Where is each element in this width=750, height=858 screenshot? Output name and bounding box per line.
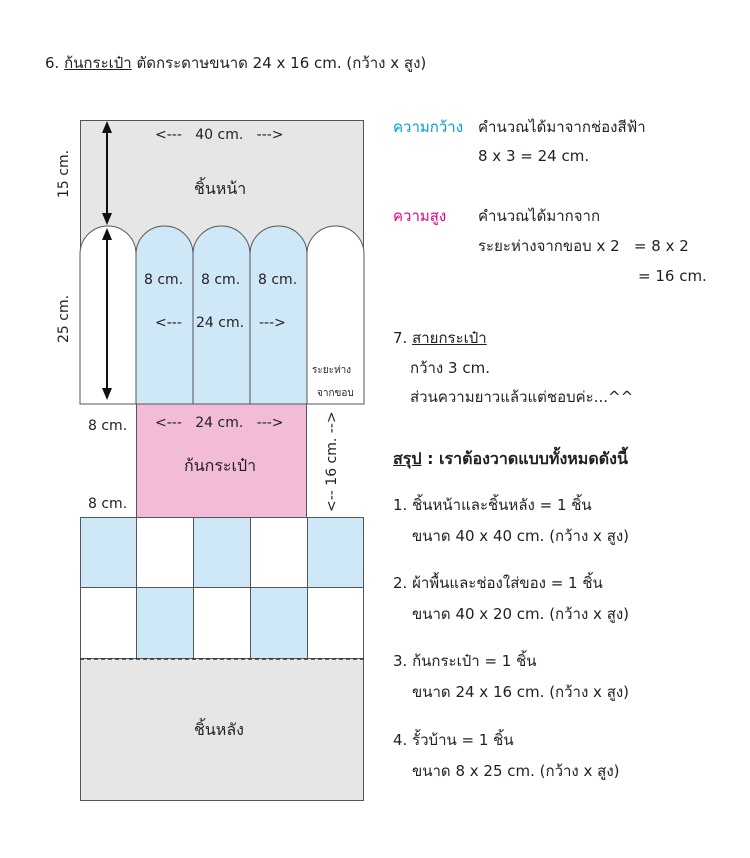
summary-item-title: 2. ผ้าพื้นและช่องใส่ของ = 1 ชิ้น	[393, 574, 603, 592]
heading-text: ตัดกระดาษขนาด 24 x 16 cm. (กว้าง x สูง)	[136, 54, 427, 72]
dim-25-label: 25 cm.	[56, 294, 72, 343]
strap-title: สายกระเป๋า	[412, 329, 487, 347]
width-text: คำนวณได้มาจากช่องสีฟ้า	[478, 118, 646, 136]
summary-heading	[393, 450, 628, 468]
strap-heading	[393, 329, 487, 347]
pocket-width-label: 8 cm.	[144, 272, 184, 288]
height-text: คำนวณได้มากจาก	[478, 207, 601, 225]
top-width-label: <--- 40 cm. --->	[155, 127, 284, 143]
height-label: ความสูง	[393, 207, 447, 225]
heading-title: ก้นกระเป๋า	[64, 54, 132, 72]
summary-item-size: ขนาด 24 x 16 cm. (กว้าง x สูง)	[412, 683, 630, 701]
width-label: ความกว้าง	[393, 118, 464, 136]
left-8cm-top: 8 cm.	[88, 418, 128, 434]
summary-subtitle: : เราต้องวาดแบบทั้งหมดดังนี้	[421, 449, 628, 468]
summary-item-title: 1. ชิ้นหน้าและชิ้นหลัง = 1 ชิ้น	[393, 496, 592, 514]
summary-title: สรุป	[393, 449, 422, 468]
summary-item-size: ขนาด 40 x 20 cm. (กว้าง x สูง)	[412, 605, 630, 623]
pocket-width-label: 8 cm.	[258, 272, 298, 288]
heading-number: 6.	[45, 54, 60, 72]
margin-note-line2: จากขอบ	[317, 388, 354, 399]
summary-item-size: ขนาด 40 x 40 cm. (กว้าง x สูง)	[412, 527, 630, 545]
strap-line2: ส่วนความยาวแล้วแต่ชอบค่ะ...^^	[410, 388, 634, 406]
pocket-span-right: --->	[259, 315, 286, 331]
pocket-span-value: 24 cm.	[196, 315, 245, 331]
left-8cm-bottom: 8 cm.	[88, 496, 128, 512]
height-calc2: = 16 cm.	[638, 267, 707, 285]
summary-item-title: 4. รั้วบ้าน = 1 ชิ้น	[393, 731, 514, 749]
front-piece-label: ชิ้นหน้า	[194, 179, 247, 198]
arrow-down-icon	[102, 213, 112, 225]
pocket-span-left: <---	[155, 315, 182, 331]
margin-note-line1: ระยะห่าง	[312, 365, 352, 376]
dim-15-label: 15 cm.	[56, 149, 72, 198]
pocket-width-label: 8 cm.	[201, 272, 241, 288]
summary-item-title: 3. ก้นกระเป๋า = 1 ชิ้น	[393, 652, 537, 670]
bottom-height-label: <-- 16 cm. -->	[324, 411, 340, 512]
arrow-up-icon	[102, 121, 112, 133]
bottom-width-label: <--- 24 cm. --->	[155, 415, 284, 431]
summary-item-size: ขนาด 8 x 25 cm. (กว้าง x สูง)	[412, 762, 620, 780]
bottom-panel-label: ก้นกระเป๋า	[184, 456, 257, 475]
width-calc: 8 x 3 = 24 cm.	[478, 147, 590, 165]
strap-number: 7.	[393, 329, 408, 347]
height-calc1: ระยะห่างจากขอบ x 2 = 8 x 2	[478, 237, 689, 255]
strap-line1: กว้าง 3 cm.	[410, 359, 490, 377]
back-piece-label: ชิ้นหลัง	[194, 720, 244, 739]
